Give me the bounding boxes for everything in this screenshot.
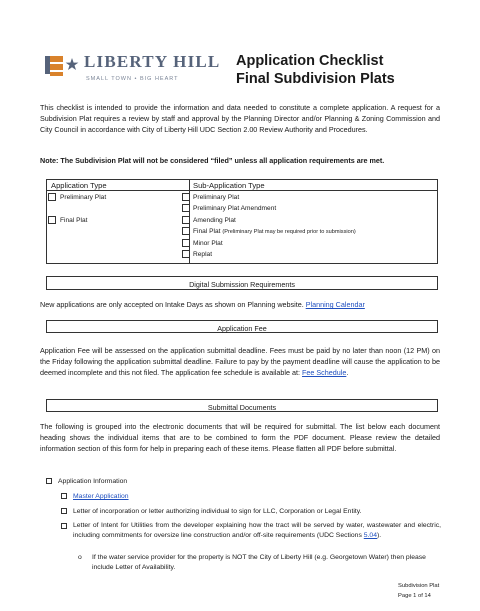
checkbox-final-plat[interactable] [48,216,56,224]
application-type-table [46,179,438,264]
sub-type-label: Final Plat (Preliminary Plat may be required prior to submission) [193,228,356,235]
page-title-line1: Application Checklist [236,53,384,69]
planning-calendar-link[interactable]: Planning Calendar [305,300,365,309]
checkbox-letter-of-intent-utilities[interactable] [61,523,67,529]
sub-type-label: Replat [193,251,213,258]
checkbox-master-application[interactable] [61,493,67,499]
column-header-sub-application-type: Sub-Application Type [193,181,265,190]
checkbox-application-information[interactable] [46,478,52,484]
sub-type-label: Preliminary Plat [193,194,240,201]
fee-schedule-link[interactable]: Fee Schedule [301,368,347,378]
final-plat-note: (Preliminary Plat may be required prior to submission) [222,229,356,235]
checkbox-letter-of-incorporation[interactable] [61,508,67,514]
checkbox-sub-minor-plat[interactable] [182,239,190,247]
sub-type-label: Amending Plat [193,217,236,224]
page-title-line2: Final Subdivision Plats [236,71,395,87]
application-fee-text: Application Fee will be assessed on the application submittal deadline. Fees must be paid by no later than noon (12 PM) on the Friday following the application submittal deadline. Failure to pay by the payment deadline will cause the application to be deemed incomplete and this not filed. The application fee schedule is available at: Fee Schedule. [40,346,440,378]
checkbox-sub-replat[interactable] [182,250,190,258]
checklist-group-application-information: Application Information [46,477,127,487]
checkbox-sub-final-plat[interactable] [182,227,190,235]
submittal-documents-text: The following is grouped into the electronic documents that will be required for submittal. The list below each document heading shows the individual items that are to be combined to form the PDF document. Please review the detailed information section of this form for help in preparing each of these items. Please flatten all PDF before submittal. [40,422,440,454]
section-heading-application-fee: Application Fee [46,320,438,333]
digital-submission-text: New applications are only accepted on Intake Days as shown on Planning website. Planning Calendar [40,300,365,309]
checkbox-sub-preliminary-plat-amendment[interactable] [182,204,190,212]
checklist-item-master-application [61,492,439,502]
bullet-icon: o [78,554,82,561]
master-application-link[interactable]: Master Application [73,493,129,500]
application-type-label: Final Plat [60,217,88,224]
texas-star-flag-icon [44,52,80,82]
section-heading-digital-submission: Digital Submission Requirements [46,276,438,290]
section-5-04-link[interactable]: 5.04 [363,532,377,539]
checkbox-preliminary-plat[interactable] [48,193,56,201]
table-divider [47,190,437,191]
checkbox-sub-amending-plat[interactable] [182,216,190,224]
footer-document-name: Subdivision Plat [398,583,440,589]
filing-note: Note: The Subdivision Plat will not be considered “filed” unless all application requirements are met. [40,156,385,165]
sub-type-label: Minor Plat [193,240,223,247]
checklist-item-letter-of-incorporation: Letter of incorporation or letter authorizing individual to sign for LLC, Corporation or Legal Entity. [61,507,439,517]
footer-page-number: Page 1 of 14 [398,593,431,599]
checkbox-sub-preliminary-plat[interactable] [182,193,190,201]
logo-tagline: SMALL TOWN • BIG HEART [86,76,179,82]
application-type-label: Preliminary Plat [60,194,107,201]
checklist-sub-bullet: o If the water service provider for the property is NOT the City of Liberty Hill (e.g. Georgetown Water) then please include Letter of Availability. [78,554,426,571]
sub-type-label: Preliminary Plat Amendment [193,205,277,212]
column-header-application-type: Application Type [51,181,107,190]
liberty-hill-logo [44,52,221,92]
logo-wordmark: LIBERTY HILL [84,52,221,71]
section-heading-submittal-documents: Submittal Documents [46,399,438,412]
checklist-item-letter-of-intent-utilities: Letter of Intent for Utilities from the developer explaining how the tract will be served by water, wastewater and electric, including commitments for oversize line construction and/or off-site requirements (UDC Sections 5.04). [61,521,441,541]
intro-paragraph: This checklist is intended to provide the information and data needed to constitute a complete application. A request for a Subdivision Plat requires a review by staff and approval by the Planning Director and/or Planning & Zoning Commission and City Council in accordance with City of Liberty Hill UDC Section 2.00 Review Authority and Procedures. [40,103,440,135]
